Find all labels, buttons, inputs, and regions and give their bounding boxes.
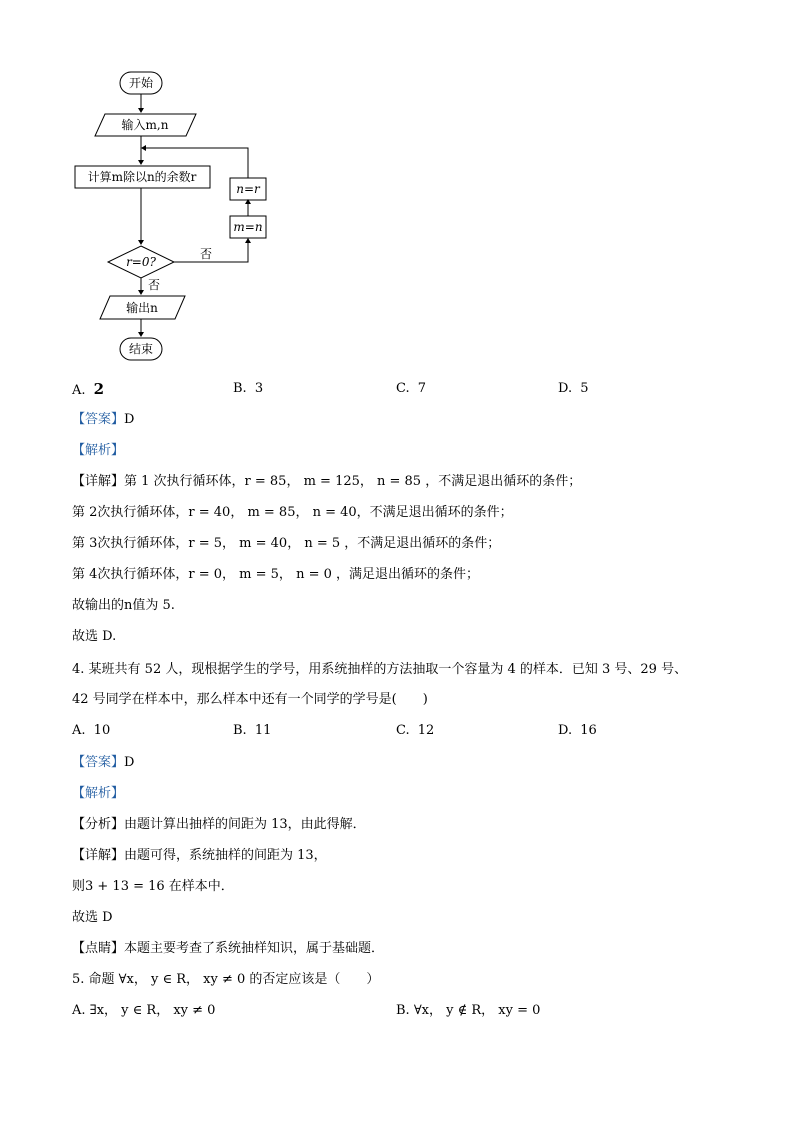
flowchart-end-label: 结束 (128, 342, 154, 356)
q4-option-b[interactable]: B. 11 (233, 723, 272, 738)
flowchart-start-label: 开始 (128, 76, 154, 90)
q3-option-d[interactable]: D. 5 (558, 381, 589, 396)
flowchart-yes-label: 否 (148, 278, 161, 292)
q3-analysis-label: 【解析】 (72, 443, 125, 458)
q4-option-d[interactable]: D. 16 (558, 723, 597, 738)
q4-option-a[interactable]: A. 10 (72, 723, 111, 738)
q5-option-a[interactable]: A. ∃x， y ∈ R， xy ≠ 0 (72, 1003, 216, 1018)
q4-calc: 则3 + 13 = 16 在样本中． (72, 879, 234, 894)
flowchart-no-label: 否 (200, 247, 213, 261)
q4-detail: 【详解】由题可得，系统抽样的间距为 13， (72, 848, 327, 863)
q3-detail-line-5: 故输出的n值为 5. (72, 598, 175, 613)
q3-detail-line-1: 【详解】第 1 次执行循环体，r = 85， m = 125， n = 85 ，不满足退出循环的条件； (72, 474, 582, 489)
flowchart-assign-m-label: m=n (233, 220, 263, 234)
flowchart (60, 68, 290, 368)
q3-option-c[interactable]: C. 7 (396, 381, 427, 396)
q5-stem: 5. 命题 ∀x， y ∈ R， xy ≠ 0 的否定应该是（ ） (72, 972, 380, 987)
q4-stem-line-2: 42 号同学在样本中，那么样本中还有一个同学的学号是( ) (72, 692, 428, 707)
q4-option-c[interactable]: C. 12 (396, 723, 435, 738)
q3-detail-line-6: 故选 D. (72, 629, 117, 644)
flowchart-assign-n-label: n=r (236, 182, 260, 196)
q4-answer: 【答案】D (72, 755, 135, 770)
flowchart-decision-label: r=0? (126, 255, 156, 269)
flowchart-compute-label: 计算m除以n的余数r (87, 170, 197, 184)
q3-detail-line-2: 第 2次执行循环体，r = 40， m = 85， n = 40，不满足退出循环的条件； (72, 505, 513, 520)
q4-stem-line-1: 4. 某班共有 52 人，现根据学生的学号，用系统抽样的方法抽取一个容量为 4 的样本．已知 3 号、29 号、 (72, 662, 688, 677)
q4-fenxi: 【分析】由题计算出抽样的间距为 13，由此得解． (72, 817, 366, 832)
q3-detail-line-3: 第 3次执行循环体，r = 5， m = 40， n = 5 ，不满足退出循环的条件； (72, 536, 501, 551)
q3-detail-line-4: 第 4次执行循环体，r = 0， m = 5， n = 0 ，满足退出循环的条件； (72, 567, 479, 582)
q5-option-b[interactable]: B. ∀x， y ∉ R， xy = 0 (396, 1003, 541, 1018)
flowchart-input-label: 输入m,n (121, 118, 169, 132)
q3-answer: 【答案】D (72, 412, 135, 427)
q4-comment: 【点睛】本题主要考查了系统抽样知识，属于基础题． (72, 941, 385, 956)
q4-choose: 故选 D (72, 910, 113, 925)
q3-option-a[interactable]: A. 2 (72, 380, 105, 398)
q4-analysis-label: 【解析】 (72, 786, 125, 801)
flowchart-output-label: 输出n (126, 301, 158, 315)
q3-option-b[interactable]: B. 3 (233, 381, 264, 396)
